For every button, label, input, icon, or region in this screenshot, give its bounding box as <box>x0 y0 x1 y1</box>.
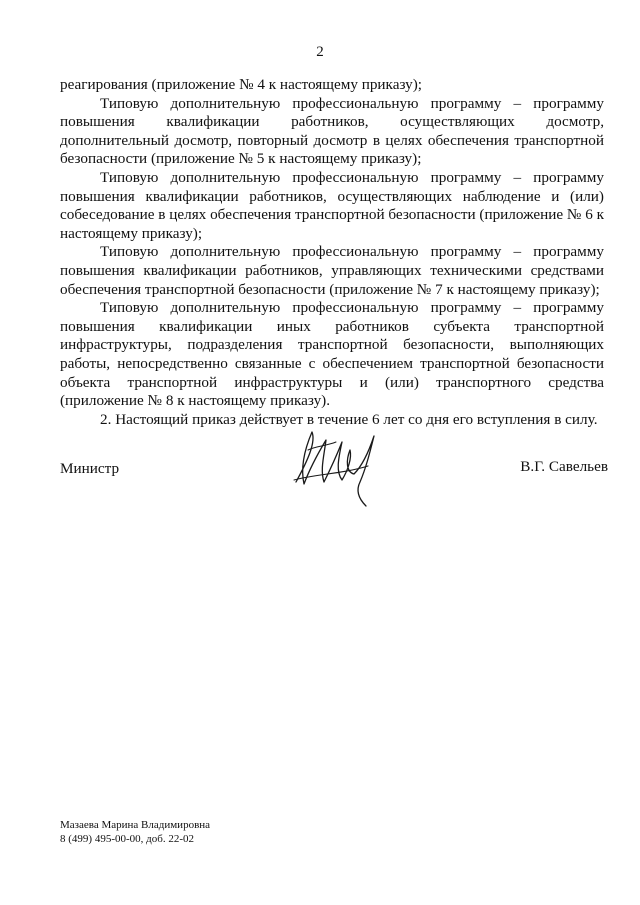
paragraph-validity-term: 2. Настоящий приказ действует в течение 6 лет со дня его вступления в силу. <box>100 410 598 428</box>
paragraph-appendix-8: Типовую дополнительную профессиональную программу – программу повышения квалификации иных работников субъекта транспортной инфраструктуры, подразделения транспортной безопасности, выполняющих работы, непосредственно связанные с обеспечением транспортной безопасности объекта транспортной инфраструктуры и (или) транспортного средства (приложение № 8 к настоящему приказу). <box>60 299 604 410</box>
signature-block <box>60 414 608 514</box>
executor-name: Мазаева Марина Владимировна <box>60 819 211 831</box>
signatory-name: В.Г. Савельев <box>520 458 608 475</box>
signatory-position: Министр <box>60 460 120 477</box>
paragraph-appendix-7: Типовую дополнительную профессиональную программу – программу повышения квалификации работников, управляющих техническими средствами обеспечения транспортной безопасности (приложение № 7 к настоящему приказу); <box>60 243 604 298</box>
document-body <box>60 76 604 429</box>
paragraph-continuation: реагирования (приложение № 4 к настоящему приказу); <box>60 76 422 93</box>
handwritten-signature <box>286 420 386 510</box>
paragraph-appendix-6: Типовую дополнительную профессиональную программу – программу повышения квалификации работников, осуществляющих наблюдение и (или) собеседование в целях обеспечения транспортной безопасности (приложение № 6 к настоящему приказу); <box>60 168 604 242</box>
executor-phone: 8 (499) 495-00-00, доб. 22-02 <box>60 833 195 845</box>
paragraph-appendix-5: Типовую дополнительную профессиональную программу – программу повышения квалификации работников, осуществляющих досмотр, дополнительный досмотр, повторный досмотр в целях обеспечения транспортной безопасности (приложение № 5 к настоящему приказу); <box>60 94 604 168</box>
page-number: 2 <box>316 44 324 60</box>
executor-info <box>60 818 210 846</box>
